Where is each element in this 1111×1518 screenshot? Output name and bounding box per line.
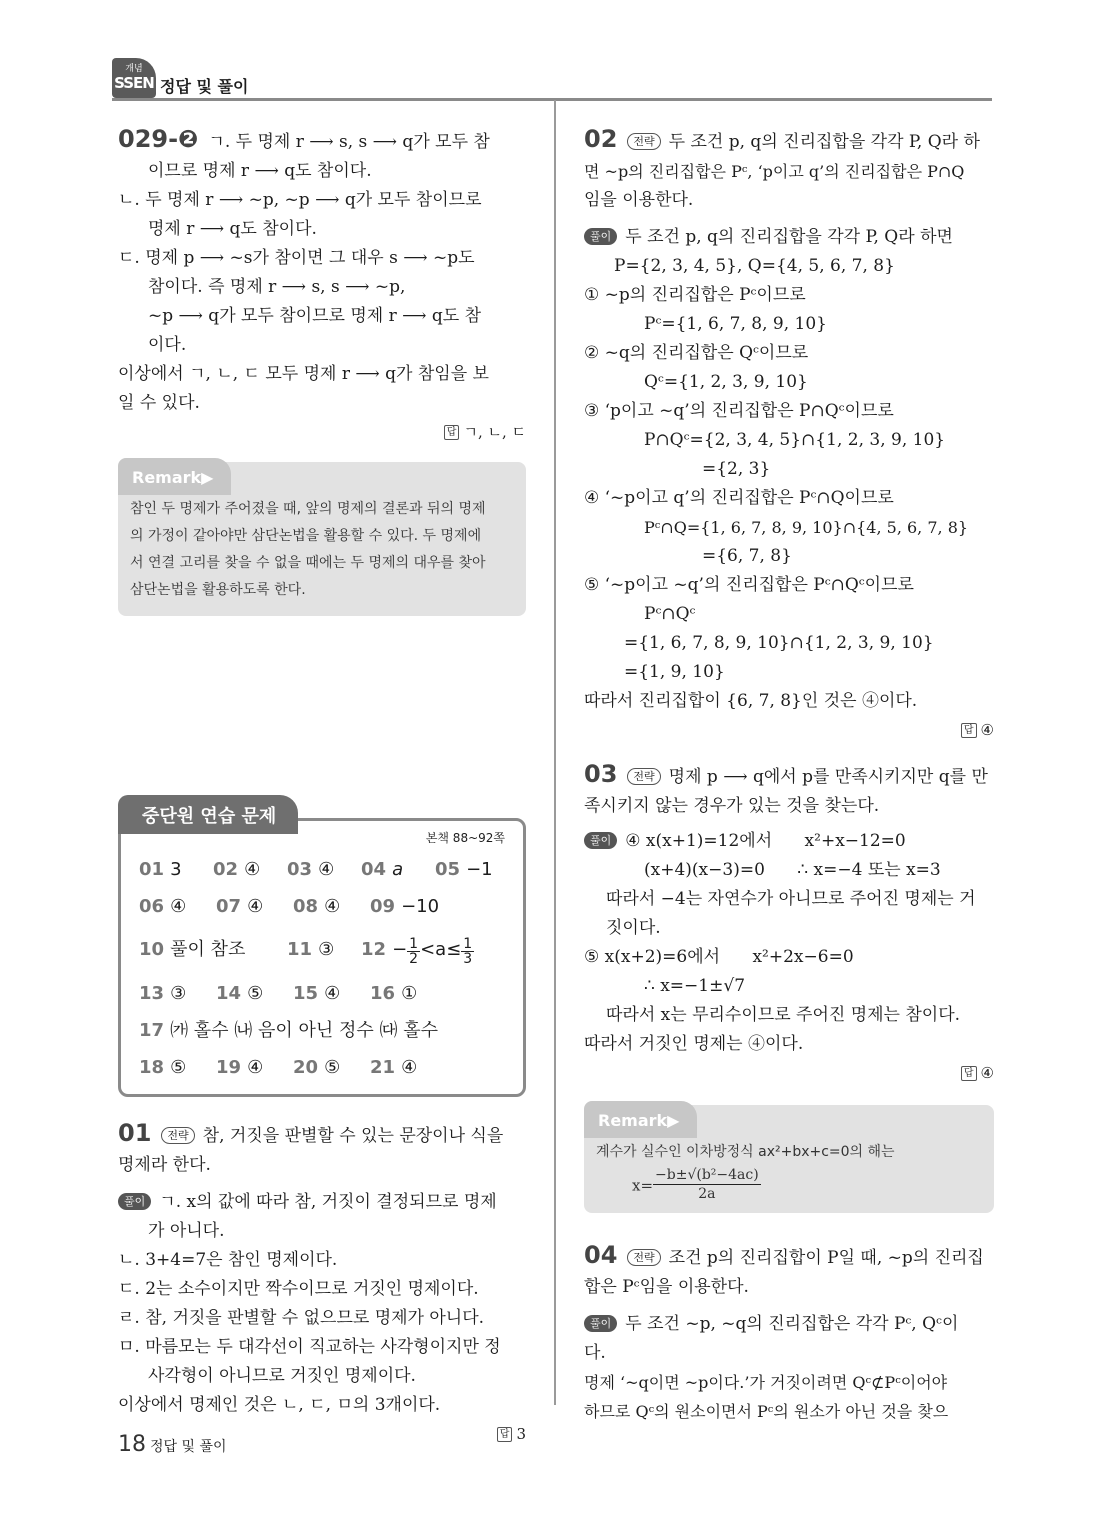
item-answer: 3 [170,859,182,880]
left-column [118,125,526,1448]
text-line: ① ~p의 진리집합은 Pᶜ이므로 [584,285,806,305]
answer-icon: 답 [497,1427,513,1442]
answer-row [139,1049,509,1086]
text-line: ~p ⟶ q가 모두 참이므로 명제 r ⟶ q도 참 [148,306,482,326]
item-number: 11 [287,939,313,960]
answer-value: ㄱ, ㄴ, ㄷ [463,423,526,441]
text-line: 다. [584,1343,606,1363]
text-line: ② ~q의 진리집합은 Qᶜ이므로 [584,343,809,363]
text-line: Qᶜ={1, 2, 3, 9, 10} [644,372,808,392]
answer-row [139,975,509,1012]
solution-tag: 풀이 [584,832,617,849]
item-answer: ④ [318,859,335,880]
text-line: ={2, 3} [702,459,771,479]
answer-icon: 답 [961,723,977,738]
fraction-top: −b±√(b²−4ac) [655,1167,759,1183]
problem-03 [584,760,994,1087]
text-line: 이상에서 명제인 것은 ㄴ, ㄷ, ㅁ의 3개이다. [118,1395,441,1415]
item-number: 13 [139,983,165,1004]
item-number: 20 [293,1057,319,1078]
item-number: 04 [361,859,387,880]
problem-number: 03 [584,760,618,788]
text-line: ④ ‘~p이고 q’의 진리집합은 Pᶜ∩Q이므로 [584,488,894,508]
text-line: ③ ‘p이고 ~q’의 진리집합은 P∩Qᶜ이므로 [584,401,894,421]
item-answer: ④ [324,896,341,917]
remark-box [118,462,526,616]
remark-line: 의 가정이 같아야만 삼단논법을 활용할 수 있다. 두 명제에 [130,528,482,544]
item-answer: −10 [401,896,440,917]
text-line: (x+4)(x−3)=0 ∴ x=−4 또는 x=3 [644,860,941,880]
item-answer: −1 [466,859,493,880]
item-answer: ③ [318,939,335,960]
item-number: 10 [139,939,165,960]
practice-page-ref: 본책 88~92쪽 [425,831,505,845]
right-column [584,125,994,1426]
text-line: 이상에서 ㄱ, ㄴ, ㄷ 모두 명제 r ⟶ q가 참임을 보 [118,364,489,384]
text-line: 족시키지 않는 경우가 있는 것을 찾는다. [584,796,880,816]
item-answer: ④ [247,896,264,917]
text-line: ㅁ. 마름모는 두 대각선이 직교하는 사각형이지만 정 [118,1337,501,1357]
text-line: Pᶜ={1, 6, 7, 8, 9, 10} [644,314,827,334]
answer [584,1059,994,1087]
item-answer: ④ [247,1057,264,1078]
remark-box [584,1105,994,1213]
fraction [461,937,474,966]
solution-tag: 풀이 [584,228,617,245]
logo [112,58,156,98]
quadratic-formula [596,1166,980,1203]
text-line: P∩Qᶜ={2, 3, 4, 5}∩{1, 2, 3, 9, 10} [644,430,946,450]
item-number: 02 [213,859,239,880]
text-line: 명제 ‘~q이면 ~p이다.’가 거짓이려면 Qᶜ⊄Pᶜ이어야 [584,1373,948,1392]
header-title: 정답 및 풀이 [160,77,249,96]
answer-row [139,851,509,888]
item-answer: ④ [244,859,261,880]
answer [118,418,526,446]
item-answer: ⑤ [170,1057,187,1078]
item-answer: ㈎ 홀수 ㈏ 음이 아닌 정수 ㈐ 홀수 [170,1020,438,1041]
text-line: 명제 r ⟶ q도 참이다. [148,219,317,239]
answer-row [139,1012,509,1049]
text-line: 명제라 한다. [118,1155,211,1175]
text-line: 따라서 거짓인 명제는 ④이다. [584,1034,804,1054]
page-number: 18 [118,1432,146,1457]
answer-value: ④ [980,721,994,739]
answer [584,716,994,744]
logo-big-text: SSEN [114,74,154,92]
practice-title: 중단원 연습 문제 [118,795,298,834]
problem-04 [584,1241,994,1426]
text-line: 임을 이용한다. [584,190,694,210]
item-number: 06 [139,896,165,917]
solution-tag: 풀이 [118,1193,151,1210]
problem-029 [118,125,526,446]
item-number: 07 [216,896,242,917]
item-answer: ④ [324,983,341,1004]
formula-lhs: x= [632,1176,654,1195]
text-line: ㄹ. 참, 거짓을 판별할 수 없으므로 명제가 아니다. [118,1308,485,1328]
item-answer: ④ [170,896,187,917]
problem-number: 02 [584,125,618,153]
item-number: 17 [139,1020,165,1041]
remark-line: 계수가 실수인 이차방정식 ax²+bx+c=0의 해는 [596,1144,895,1160]
item-number: 19 [216,1057,242,1078]
text-line: ㄷ. 명제 p ⟶ ~s가 참이면 그 대우 s ⟶ ~p도 [118,248,475,268]
text-line: 가 아니다. [148,1221,225,1241]
strategy-tag: 전략 [627,1249,660,1266]
remark-line: 삼단논법을 활용하도록 한다. [130,582,306,598]
text-line: ㄱ. x의 값에 따라 참, 거짓이 결정되므로 명제 [159,1192,497,1212]
text-line: 따라서 x는 무리수이므로 주어진 명제는 참이다. [606,1005,961,1025]
item-answer: ④ [401,1057,418,1078]
text-line: Pᶜ∩Q={1, 6, 7, 8, 9, 10}∩{4, 5, 6, 7, 8} [644,518,969,537]
strategy-tag: 전략 [627,768,660,785]
item-answer: ⑤ [247,983,264,1004]
text-line: 참, 거짓을 판별할 수 있는 문장이나 식을 [202,1126,504,1146]
item-number: 01 [139,859,165,880]
text-line: 이다. [148,335,187,355]
item-answer: ③ [170,983,187,1004]
header-rule [112,98,992,101]
column-divider [554,100,556,1405]
text-line: 이므로 명제 r ⟶ q도 참이다. [148,161,372,181]
text-line: 두 조건 ~p, ~q의 진리집합은 각각 Pᶜ, Qᶜ이 [625,1314,959,1334]
text-line: ㄷ. 2는 소수이지만 짝수이므로 거짓인 명제이다. [118,1279,479,1299]
item-number: 18 [139,1057,165,1078]
text-line: ㄱ. 두 명제 r ⟶ s, s ⟶ q가 모두 참 [208,132,490,152]
text-line: 하므로 Qᶜ의 원소이면서 Pᶜ의 원소가 아닌 것을 찾으 [584,1402,949,1421]
text-line: 따라서 −4는 자연수가 아니므로 주어진 명제는 거 [606,889,976,909]
remark-label: Remark▶ [584,1101,697,1138]
text-line: ⑤ ‘~p이고 ~q’의 진리집합은 Pᶜ∩Qᶜ이므로 [584,575,914,595]
fraction-bottom: 3 [463,950,473,967]
logo-small-text: 개념 [125,64,143,74]
page-footer [118,1432,227,1457]
problem-02 [584,125,994,744]
text-line: ={6, 7, 8} [702,546,792,566]
text-line: 면 ~p의 진리집합은 Pᶜ, ‘p이고 q’의 진리집합은 P∩Q [584,162,965,181]
footer-text: 정답 및 풀이 [150,1439,227,1455]
text-line: ⑤ x(x+2)=6에서 x²+2x−6=0 [584,947,854,967]
item-number: 21 [370,1057,396,1078]
text-line: ④ x(x+1)=12에서 x²+x−12=0 [625,831,906,851]
answer-icon: 답 [961,1066,977,1081]
problem-number: 01 [118,1119,152,1147]
remark-line: 참인 두 명제가 주어졌을 때, 앞의 명제의 결론과 뒤의 명제 [130,501,486,517]
item-number: 14 [216,983,242,1004]
fraction-bottom: 2a [698,1186,716,1202]
item-number: 15 [293,983,319,1004]
page-header [112,58,992,104]
text-line: P={2, 3, 4, 5}, Q={4, 5, 6, 7, 8} [614,256,895,276]
fraction [653,1166,761,1203]
fraction-bottom: 2 [409,950,419,967]
problem-number: 029-❷ [118,125,199,153]
text-line: ∴ x=−1±√7 [644,976,746,996]
text-line: 참이다. 즉 명제 r ⟶ s, s ⟶ ~p, [148,277,406,297]
text-line: 명제 p ⟶ q에서 p를 만족시키지만 q를 만 [668,767,988,787]
item-answer-part: <a≤ [420,939,462,960]
text-line: 두 조건 p, q의 진리집합을 각각 P, Q라 하 [668,132,980,152]
remark-label: Remark▶ [118,458,231,495]
practice-answers-box [118,806,526,1097]
item-answer: 풀이 참조 [170,939,246,960]
problem-number: 04 [584,1241,618,1269]
text-line: 사각형이 아니므로 거짓인 명제이다. [148,1366,416,1386]
item-answer: ① [401,983,418,1004]
item-number: 08 [293,896,319,917]
item-number: 16 [370,983,396,1004]
item-number: 09 [370,896,396,917]
item-number: 12 [361,939,387,960]
fraction [407,937,420,966]
strategy-tag: 전략 [161,1127,194,1144]
answer-row [139,888,509,925]
answer-icon: 답 [444,425,460,440]
item-answer: ⑤ [324,1057,341,1078]
text-line: 따라서 진리집합이 {6, 7, 8}인 것은 ④이다. [584,691,918,711]
strategy-tag: 전략 [627,133,660,150]
text-line: 두 조건 p, q의 진리집합을 각각 P, Q라 하면 [625,227,953,247]
text-line: 조건 p의 진리집합이 P일 때, ~p의 진리집 [668,1248,984,1268]
text-line: ㄴ. 3+4=7은 참인 명제이다. [118,1250,338,1270]
solution-tag: 풀이 [584,1315,617,1332]
text-line: 짓이다. [606,918,661,938]
answer-row [139,925,509,975]
text-line: Pᶜ∩Qᶜ [644,604,696,624]
text-line: 합은 Pᶜ임을 이용한다. [584,1277,749,1297]
text-line: ㄴ. 두 명제 r ⟶ ~p, ~p ⟶ q가 모두 참이므로 [118,190,482,210]
item-number: 03 [287,859,313,880]
answer-value: 3 [516,1425,526,1443]
text-line: ={1, 9, 10} [624,662,725,682]
item-number: 05 [435,859,461,880]
fraction-top: 1 [409,935,419,952]
item-answer-part: − [392,939,408,960]
answer-value: ④ [980,1064,994,1082]
text-line: ={1, 6, 7, 8, 9, 10}∩{1, 2, 3, 9, 10} [624,633,934,653]
remark-line: 서 연결 고리를 찾을 수 없을 때에는 두 명제의 대우를 찾아 [130,555,486,571]
item-answer: a [392,859,404,880]
fraction-top: 1 [463,935,473,952]
text-line: 일 수 있다. [118,393,200,413]
problem-01 [118,1119,526,1448]
